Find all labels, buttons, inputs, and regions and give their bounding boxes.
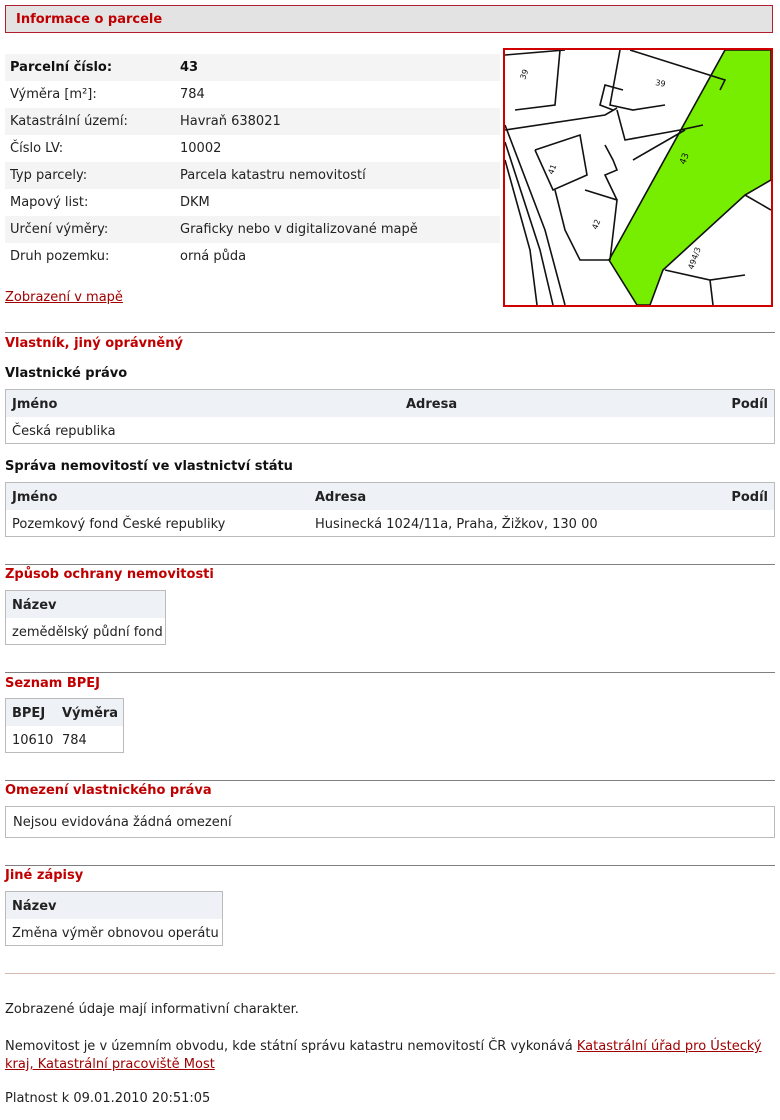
page-title: Informace o parcele — [16, 12, 163, 27]
validity-timestamp: Platnost k 09.01.2010 20:51:05 — [5, 1091, 211, 1106]
lv-number-value: 10002 — [180, 141, 222, 156]
ownership-title: Vlastnické právo — [5, 366, 128, 381]
protection-table — [5, 590, 166, 645]
bpej-code: 10610 — [12, 733, 54, 748]
protection-section-title: Způsob ochrany nemovitosti — [5, 567, 214, 582]
map-parcel-label: 39 — [654, 78, 667, 89]
area-value: 784 — [180, 87, 205, 102]
column-header-share: Podíl — [731, 397, 768, 412]
page-header — [5, 5, 773, 33]
state-management-table — [5, 482, 775, 537]
manager-name: Pozemkový fond České republiky — [12, 517, 226, 532]
manager-address: Husinecká 1024/11a, Praha, Žižkov, 130 00 — [315, 517, 598, 532]
table-header-row — [6, 699, 123, 726]
owners-section-title: Vlastník, jiný oprávněný — [5, 336, 183, 351]
area-method-value: Graficky nebo v digitalizované mapě — [175, 216, 500, 243]
column-header-share: Podíl — [731, 490, 768, 505]
owner-name: Česká republika — [12, 424, 116, 439]
table-row — [6, 417, 774, 444]
section-divider — [5, 865, 775, 866]
table-row — [5, 135, 500, 162]
column-header-title: Název — [12, 899, 57, 914]
ownership-table — [5, 389, 775, 444]
show-in-map-link[interactable]: Zobrazení v mapě — [5, 290, 123, 305]
column-header-bpej: BPEJ — [12, 706, 46, 721]
other-record-value: Změna výměr obnovou operátu — [12, 926, 219, 941]
column-header-name: Jméno — [12, 397, 58, 412]
cadastral-map — [505, 50, 771, 305]
area-method-label: Určení výměry: — [5, 216, 175, 243]
table-row — [5, 216, 500, 243]
map-parcel-label: 39 — [518, 68, 531, 81]
table-row — [6, 919, 222, 946]
table-row — [5, 54, 500, 81]
cadastral-area-label: Katastrální území: — [5, 108, 175, 135]
map-parcel-label: 41 — [546, 163, 559, 176]
cadastral-office-link-line1: Katastrální úřad pro Ústecký — [576, 1039, 762, 1054]
map-sheet-label: Mapový list: — [10, 195, 89, 210]
column-header-title: Název — [12, 598, 57, 613]
parcel-type-value: Parcela katastru nemovitostí — [175, 162, 500, 189]
table-row — [5, 108, 500, 135]
protection-value: zemědělský půdní fond — [12, 625, 163, 640]
parcel-info-table — [5, 54, 500, 270]
bpej-table — [5, 698, 124, 753]
section-divider — [5, 780, 775, 781]
other-records-table — [5, 891, 223, 946]
section-divider — [5, 564, 775, 565]
state-management-title: Správa nemovitostí ve vlastnictví státu — [5, 459, 293, 474]
bpej-section-title: Seznam BPEJ — [5, 676, 100, 691]
land-type-value: orná půda — [180, 249, 247, 264]
lv-number-label: Číslo LV: — [10, 141, 64, 156]
cadastral-office-link-line2: kraj, Katastrální pracoviště Most — [5, 1057, 215, 1072]
cadastral-area-value: Havraň 638021 — [175, 108, 500, 135]
area-label: Výměra [m²]: — [10, 87, 97, 102]
table-row — [6, 726, 123, 753]
restrictions-box — [5, 806, 775, 838]
land-type-label: Druh pozemku: — [10, 249, 110, 264]
office-note — [5, 1038, 775, 1074]
section-divider — [5, 332, 775, 333]
table-row — [5, 243, 500, 270]
map-sheet-value: DKM — [180, 195, 210, 210]
column-header-address: Adresa — [315, 490, 367, 505]
table-header-row — [6, 591, 165, 618]
map-parcel-label: 42 — [590, 218, 603, 231]
table-row — [6, 510, 774, 537]
column-header-address: Adresa — [406, 397, 458, 412]
map-parcel-label: 494/3 — [686, 245, 703, 271]
table-row — [5, 162, 500, 189]
map-parcel-label: 43 — [678, 151, 692, 167]
informative-note: Zobrazené údaje mají informativní charakter. — [5, 1002, 299, 1017]
bpej-area: 784 — [62, 733, 87, 748]
office-note-text: Nemovitost je v územním obvodu, kde státní správu katastru nemovitostí ČR vykonává — [5, 1039, 577, 1054]
other-records-section-title: Jiné zápisy — [5, 868, 84, 883]
column-header-area: Výměra — [62, 706, 119, 721]
table-row — [5, 189, 500, 216]
parcel-number-value: 43 — [175, 54, 500, 81]
table-row — [5, 81, 500, 108]
restrictions-text: Nejsou evidována žádná omezení — [13, 815, 232, 830]
table-header-row — [6, 892, 222, 919]
restrictions-section-title: Omezení vlastnického práva — [5, 783, 212, 798]
column-header-name: Jméno — [12, 490, 58, 505]
section-divider — [5, 672, 775, 673]
parcel-type-label: Typ parcely: — [5, 162, 175, 189]
table-row — [6, 618, 165, 645]
parcel-map-thumbnail[interactable] — [503, 48, 773, 307]
footer-divider — [5, 973, 775, 974]
parcel-number-label: Parcelní číslo: — [5, 54, 175, 81]
table-header-row — [6, 483, 774, 510]
table-header-row — [6, 390, 774, 417]
